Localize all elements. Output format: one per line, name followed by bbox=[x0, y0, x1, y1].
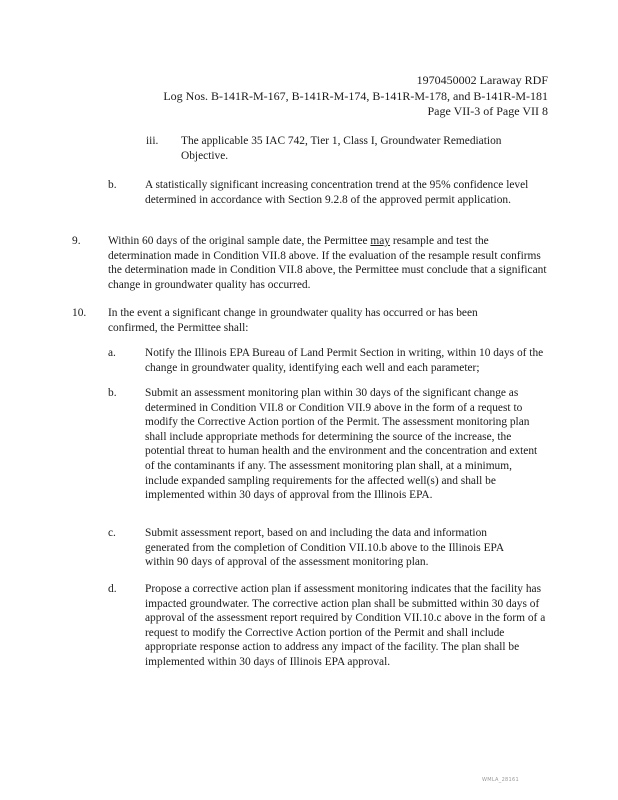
item-9-text-start: Within 60 days of the original sample date, the Permittee bbox=[108, 235, 371, 247]
sub-d-text: Propose a corrective action plan if assessment monitoring indicates that the facility has impacted groundwater. The corrective action plan shall be submitted within 30 days of approval of the assessment report required by Condition VII.10.c above in the form of a request to modify the Corrective Action portion of the Permit and shall include appropriate response action to address any impact of the facility. The plan shall be implemented within 30 days of Illinois EPA approval. bbox=[145, 583, 546, 668]
header-site-id: 1970450002 Laraway RDF bbox=[416, 73, 548, 87]
item-iii-marker: iii. bbox=[146, 135, 159, 147]
sub-a-text: Notify the Illinois EPA Bureau of Land Permit Section in writing, within 10 days of the change in groundwater quality, identifying each well and each parameter; bbox=[145, 347, 544, 374]
item-b-top-text: A statistically significant increasing concentration trend at the 95% confidence level determined in accordance with Section 9.2.8 of the approved permit application. bbox=[145, 179, 529, 206]
item-iii-text: The applicable 35 IAC 742, Tier 1, Class I, Groundwater Remediation Objective. bbox=[181, 135, 502, 162]
item-10-text: In the event a significant change in groundwater quality has occurred or has been confirmed, the Permittee shall: bbox=[108, 307, 478, 334]
item-9-text bbox=[108, 234, 548, 292]
sub-a-marker: a. bbox=[108, 347, 116, 359]
item-10-marker: 10. bbox=[72, 307, 87, 319]
page-header bbox=[163, 73, 548, 120]
item-9-marker: 9. bbox=[72, 235, 81, 247]
item-b-top-marker: b. bbox=[108, 179, 117, 191]
header-page-number: Page VII-3 of Page VII 8 bbox=[427, 104, 548, 118]
bates-stamp: WMLA_28161 bbox=[482, 777, 519, 783]
item-9-text-end: resample and test the determination made in Condition VII.8 above. If the evaluation of the resample result confirms the determination made in Condition VII.8 above, the Permittee must conclude that a significant change in groundwater quality has occurred. bbox=[108, 235, 547, 291]
sub-c-marker: c. bbox=[108, 527, 116, 539]
sub-b-marker: b. bbox=[108, 387, 117, 399]
header-log-numbers: Log Nos. B-141R-M-167, B-141R-M-174, B-141R-M-178, and B-141R-M-181 bbox=[163, 88, 548, 103]
sub-b-text: Submit an assessment monitoring plan within 30 days of the significant change as determined in Condition VII.8 or Condition VII.9 above in the form of a request to modify the Corrective Action portion of the Permit. The assessment monitoring plan shall include appropriate methods for determining the source of the increase, the potential threat to human health and the environment and the concentration and extent of the contaminants if any. The assessment monitoring plan shall, at a minimum, include expanded sampling requirements for the affected well(s) and shall be implemented within 30 days of approval from the Illinois EPA. bbox=[145, 387, 538, 502]
sub-c-text: Submit assessment report, based on and including the data and information generated from the completion of Condition VII.10.b above to the Illinois EPA within 90 days of approval of the assessment monitoring plan. bbox=[145, 527, 504, 569]
sub-d-marker: d. bbox=[108, 583, 117, 595]
item-9-emphasis: may bbox=[370, 235, 391, 247]
